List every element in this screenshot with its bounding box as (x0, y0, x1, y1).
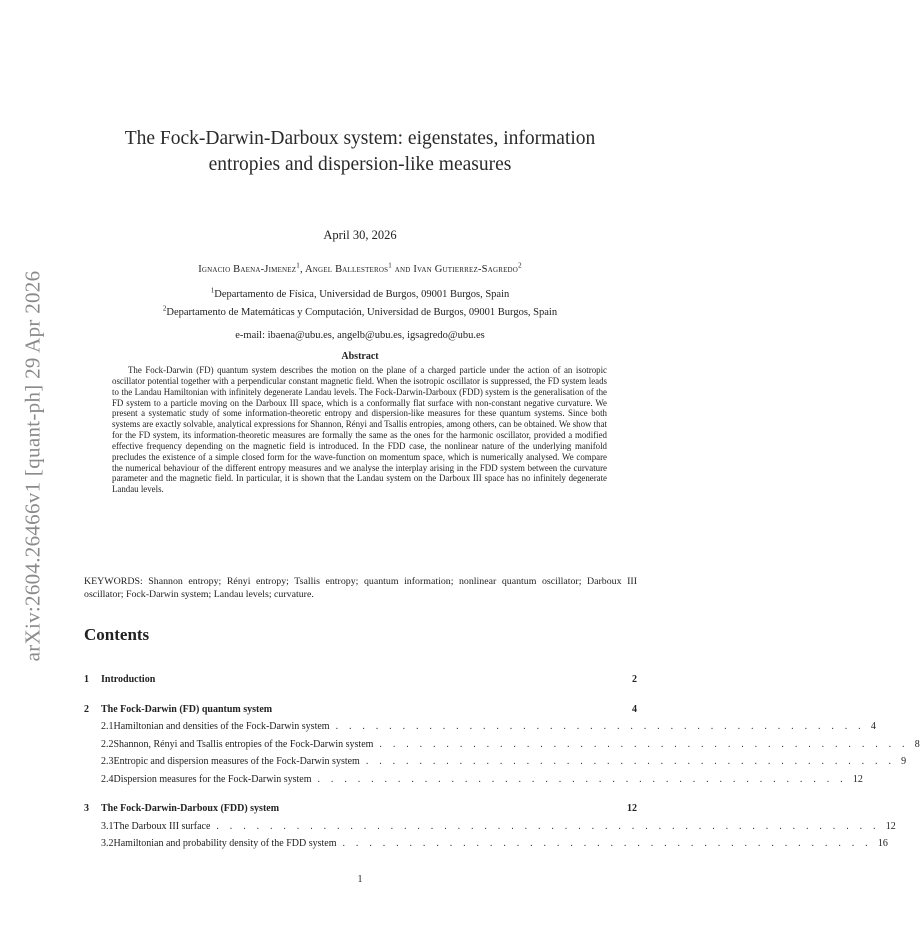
toc-number: 3 (84, 803, 89, 814)
toc-page: 4 (632, 704, 637, 715)
author-emails: e-mail: ibaena@ubu.es, angelb@ubu.es, igsagredo@ubu.es (235, 330, 485, 341)
keywords: KEYWORDS: Shannon entropy; Rényi entropy; Tsallis entropy; quantum information; nonlinear quantum oscillator; Darboux III oscillator; Fock-Darwin system; Landau levels; curvature. (84, 576, 637, 600)
toc-number: 2.4 (101, 774, 114, 785)
toc-page: 16 (877, 838, 888, 849)
author-2-affil-mark: 1 (388, 261, 392, 270)
paper-title (0, 126, 720, 178)
toc-title: Introduction (101, 674, 156, 685)
toc-entry[interactable] (84, 821, 896, 835)
toc-number: 3.1 (101, 821, 114, 832)
author-1-affil-mark: 1 (296, 261, 300, 270)
affiliation-2 (0, 304, 720, 318)
author-3-affil-mark: 2 (518, 261, 522, 270)
abstract-text: The Fock-Darwin (FD) quantum system describes the motion on the plane of a charged particle under the action of an isotropic oscillator potential together with a perpendicular constant magnetic field. When the isotropic oscillator is suppressed, the FD system leads to the Landau Hamiltonian with infinitely degenerate Landau levels. The Fock-Darwin-Darboux (FDD) system is the generalisation of the FD system to a particle moving on the Darboux III space, which is a conformally flat surface with non-constant negative curvature. We present a systematic study of some information-theoretic entropy and dispersion-like measures for these quantum systems. Since both systems are exactly solvable, analytical expressions for Shannon, Rényi and Tsallis entropies, among others, can be obtained. We show that for the FD system, its information-theoretic measures are formally the same as the ones for the harmonic oscillator, provided a modified effective frequency depending on the magnetic field is introduced. In the FDD case, the nonlinear nature of the underlying manifold precludes the existence of a simple closed form for the wave-function on momentum space, which is numerically analysed. We compare the numerical behaviour of the different entropy measures and we analyse the interplay arising in the FDD system between the curvature parameter and the magnetic field. In particular, it is shown that the Landau system on the Darboux III space has no infinitely degenerate Landau levels. (112, 365, 607, 495)
toc-number: 2.3 (101, 756, 114, 767)
toc-page: 12 (885, 821, 896, 832)
affiliation-1-mark: 1 (210, 286, 215, 295)
toc-entry[interactable] (84, 704, 637, 718)
title-line-1: The Fock-Darwin-Darboux system: eigenstates, information (124, 128, 596, 149)
toc-entry[interactable] (84, 756, 907, 770)
author-and: and (394, 264, 411, 275)
author-list: Ignacio Baena-Jimenez$^1$, Angel Ballesteros$^1$ and Ivan Gutierrez-Sagredo$^2$ (198, 261, 522, 275)
toc-title: The Fock-Darwin (FD) quantum system (101, 704, 273, 715)
toc-leader: . . . . . . . . . . . . . . . . . . . . . . . . . . . . . . . . . . . . . . . . (379, 739, 909, 750)
toc-leader: . . . . . . . . . . . . . . . . . . . . . . . . . . . . . . . . . . . . . . . . (317, 774, 847, 785)
toc-title: Dispersion measures for the Fock-Darwin system (113, 774, 312, 785)
paper-date: April 30, 2026 (323, 228, 397, 242)
author-2: Angel Ballesteros (305, 264, 389, 275)
toc-page: 4 (870, 721, 876, 732)
toc-entry[interactable] (84, 774, 863, 788)
toc-page: 12 (852, 774, 863, 785)
author-3: Ivan Gutierrez-Sagredo (413, 264, 519, 275)
toc-entry[interactable] (84, 739, 920, 753)
toc-title: Hamiltonian and probability density of the FDD system (113, 838, 337, 849)
affiliation-2-text: Departamento de Matemáticas y Computación, Universidad de Burgos, 09001 Burgos, Spain (166, 307, 558, 318)
toc-number: 3.2 (101, 838, 114, 849)
toc-leader: . . . . . . . . . . . . . . . . . . . . . . . . . . . . . . . . . . . . . . . . (335, 721, 865, 732)
author-1: Ignacio Baena-Jimenez (198, 264, 297, 275)
toc-page: 8 (914, 739, 920, 750)
toc-title: The Darboux III surface (113, 821, 211, 832)
toc-number: 2.1 (101, 721, 114, 732)
toc-number: 1 (84, 674, 89, 685)
contents-heading: Contents (84, 625, 150, 644)
toc-entry[interactable] (84, 838, 888, 852)
toc-entry[interactable] (84, 674, 637, 688)
toc-title: The Fock-Darwin-Darboux (FDD) system (101, 803, 280, 814)
toc-leader: . . . . . . . . . . . . . . . . . . . . . . . . . . . . . . . . . . . . . . . . . . . . . . . . . . (216, 821, 880, 832)
toc-page: 9 (901, 756, 907, 767)
affiliation-2-mark: 2 (162, 304, 167, 313)
arxiv-identifier: arXiv:2604.26466v1 [quant-ph] 29 Apr 2026 (20, 270, 45, 662)
toc-entry[interactable] (84, 803, 637, 817)
toc-title: Shannon, Rényi and Tsallis entropies of the Fock-Darwin system (113, 739, 374, 750)
title-line-2: entropies and dispersion-like measures (208, 154, 512, 175)
toc-number: 2 (84, 704, 89, 715)
toc-number: 2.2 (101, 739, 114, 750)
toc-page: 2 (632, 674, 637, 685)
toc-leader: . . . . . . . . . . . . . . . . . . . . . . . . . . . . . . . . . . . . . . . . (342, 838, 872, 849)
toc-page: 12 (627, 803, 637, 814)
toc-leader: . . . . . . . . . . . . . . . . . . . . . . . . . . . . . . . . . . . . . . . . (365, 756, 896, 767)
affiliation-1-text: Departamento de Física, Universidad de Burgos, 09001 Burgos, Spain (214, 289, 510, 300)
toc-title: Hamiltonian and densities of the Fock-Darwin system (113, 721, 330, 732)
affiliation-1 (0, 286, 720, 300)
toc-entry[interactable] (84, 721, 876, 735)
toc-title: Entropic and dispersion measures of the Fock-Darwin system (113, 756, 360, 767)
page-number: 1 (357, 874, 363, 885)
abstract-heading: Abstract (341, 351, 379, 362)
